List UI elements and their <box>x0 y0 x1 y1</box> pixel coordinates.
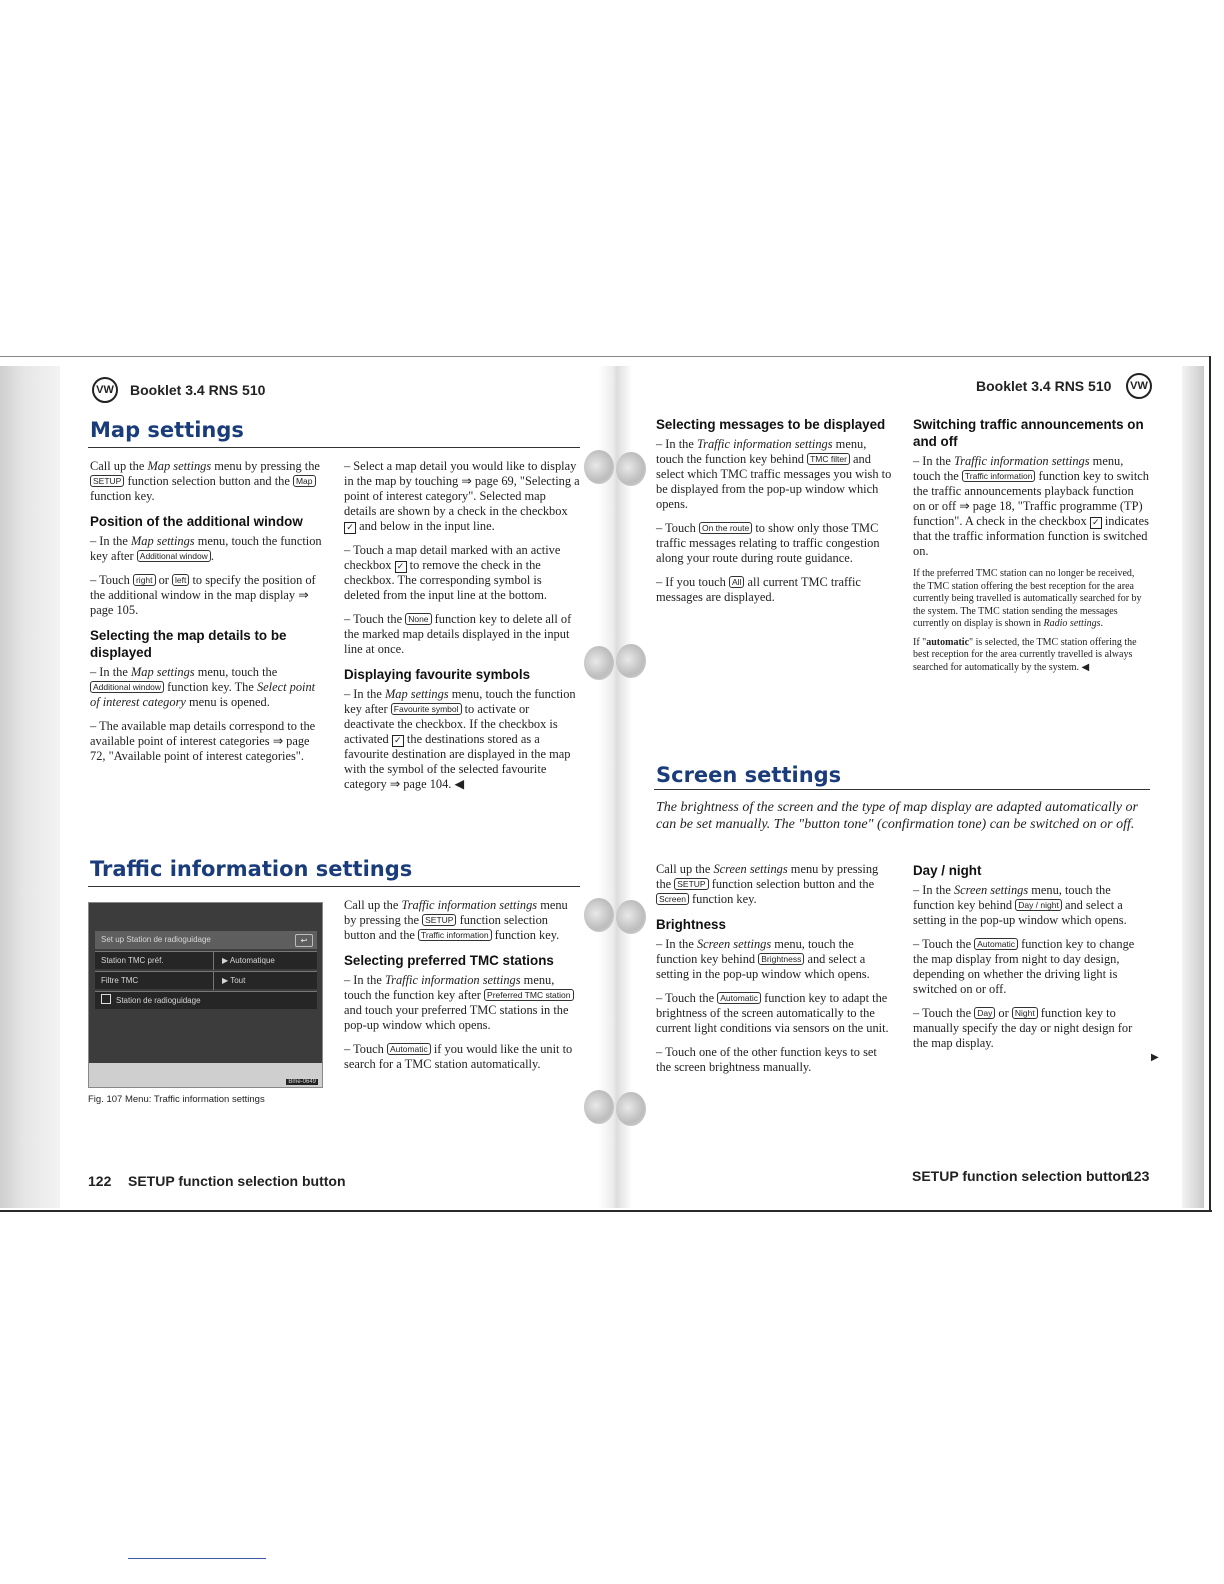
decorative-underline <box>128 1558 266 1559</box>
preferred-stations-heading: Selecting preferred TMC stations <box>344 953 554 968</box>
map-details-step-1: – In the Map settings menu, touch the Additional window function key. The Select point of interest category menu is opened. <box>90 665 316 709</box>
setup-key[interactable]: SETUP <box>674 878 708 890</box>
binding-ring <box>616 1092 646 1126</box>
day-night-key[interactable]: Day / night <box>1015 899 1062 911</box>
right-page-number: 123 <box>1126 1168 1150 1184</box>
day-night-heading: Day / night <box>913 863 982 878</box>
continue-arrow-icon: ▶ <box>1151 1052 1159 1063</box>
announcements-step: – In the Traffic information settings menu, touch the Traffic information function key to switch the traffic announcements playback function on or off ⇒ page 18, "Traffic programme (TP) function". A check in the checkbox ✓ indicates that the traffic information function is switched on. <box>913 454 1149 558</box>
traffic-information-title: Traffic information settings <box>90 857 413 881</box>
traffic-settings-screenshot <box>88 902 323 1088</box>
map-key[interactable]: Map <box>293 475 316 487</box>
brightness-step-1: – In the Screen settings menu, touch the function key behind Brightness and select a setting in the pop-up window which opens. <box>656 937 870 981</box>
announcements-column <box>913 416 1149 680</box>
traffic-information-key[interactable]: Traffic information <box>962 470 1036 482</box>
binding-gutter <box>598 366 632 1208</box>
binding-ring <box>584 1090 614 1124</box>
right-running-header: Booklet 3.4 RNS 510 <box>976 378 1112 394</box>
right-key[interactable]: right <box>133 574 156 586</box>
binding-ring <box>616 900 646 934</box>
map-detail-step-select: – Select a map detail you would like to display in the map by touching ⇒ page 69, "Selecting a point of interest category". Selected map details are shown by a check in the checkbox ✓ and below in the input line. <box>344 459 580 533</box>
none-key[interactable]: None <box>405 613 431 625</box>
favourite-symbols-step: – In the Map settings menu, touch the function key after Favourite symbol to activate or deactivate the checkbox. If the checkbox is activated ✓ the destinations stored as a favourite destination are displayed in the map with the symbol of the selected favourite category ⇒ page 104. ◀ <box>344 687 576 791</box>
automatic-note: If "automatic" is selected, the TMC station offering the best reception for the area currently travelled is always searched for automatically by the system. ◀ <box>913 636 1137 673</box>
additional-window-key[interactable]: Additional window <box>137 550 211 562</box>
binding-ring <box>584 450 614 484</box>
tmc-filter-key[interactable]: TMC filter <box>807 453 850 465</box>
brightness-step-2: – Touch the Automatic function key to adapt the brightness of the screen automatically to the current light conditions via sensors on the unit. <box>656 991 889 1035</box>
position-step-2: – Touch right or left to specify the position of the additional window in the map display ⇒ page 105. <box>90 573 316 617</box>
checkbox-empty-icon <box>101 994 111 1004</box>
messages-column <box>656 416 892 614</box>
section-rule <box>88 886 580 887</box>
binding-ring <box>616 644 646 678</box>
favourite-symbol-key[interactable]: Favourite symbol <box>391 703 462 715</box>
map-settings-column-1 <box>90 459 326 773</box>
screenshot-row-traffic-station: Station de radioguidage <box>95 991 317 1009</box>
binding-ring <box>584 898 614 932</box>
day-night-column <box>913 862 1149 1060</box>
favourite-symbols-heading: Displaying favourite symbols <box>344 667 531 682</box>
checkbox-checked-icon: ✓ <box>1090 517 1102 529</box>
back-arrow-icon: ↩ <box>295 934 313 947</box>
brightness-key[interactable]: Brightness <box>758 953 804 965</box>
figure-caption: Fig. 107 Menu: Traffic information settings <box>88 1094 265 1105</box>
setup-key[interactable]: SETUP <box>90 475 124 487</box>
automatic-key[interactable]: Automatic <box>387 1043 431 1055</box>
binding-ring <box>616 452 646 486</box>
position-heading: Position of the additional window <box>90 514 303 529</box>
right-footer-title: SETUP function selection button <box>912 1168 1130 1184</box>
night-key[interactable]: Night <box>1012 1007 1038 1019</box>
left-running-header: Booklet 3.4 RNS 510 <box>130 382 266 398</box>
screen-settings-intro: The brightness of the screen and the type of map display are adapted automatically or can be set manually. The "button tone" (confirmation tone) can be switched on or off. <box>656 800 1138 832</box>
traffic-intro-paragraph: Call up the Traffic information settings menu by pressing the SETUP function selection button and the Traffic information function key. <box>344 898 568 942</box>
map-detail-step-none: – Touch the None function key to delete all of the marked map details displayed in the input line at once. <box>344 612 572 656</box>
preferred-stations-step-2: – Touch Automatic if you would like the unit to search for a TMC station automatically. <box>344 1042 573 1071</box>
scan-right-rule <box>1209 356 1211 1212</box>
scan-top-rule <box>0 356 1210 357</box>
screen-settings-title: Screen settings <box>656 763 842 787</box>
preferred-station-note: If the preferred TMC station can no longer be received, the TMC station offering the best reception for the area currently being travelled is automatically searched for by the system. The TMC station sending the messages currently on display is shown in Radio settings. <box>913 568 1142 629</box>
position-step-1: – In the Map settings menu, touch the function key after Additional window . <box>90 534 322 563</box>
left-page-number: 122 <box>88 1173 112 1189</box>
day-night-step-3: – Touch the Day or Night function key to manually specify the day or night design for the map display. <box>913 1006 1133 1050</box>
section-rule <box>88 447 580 448</box>
switching-announcements-heading: Switching traffic announcements on and off <box>913 417 1144 449</box>
automatic-key[interactable]: Automatic <box>717 992 761 1004</box>
map-intro-paragraph: Call up the Map settings menu by pressing the SETUP function selection button and the Map function key. <box>90 459 320 503</box>
all-key[interactable]: All <box>729 576 744 588</box>
traffic-settings-column <box>344 898 580 1081</box>
screen-intro-paragraph: Call up the Screen settings menu by pressing the SETUP function selection button and the Screen function key. <box>656 862 879 906</box>
map-details-heading: Selecting the map details to be displayed <box>90 628 287 660</box>
preferred-tmc-station-key[interactable]: Preferred TMC station <box>484 989 573 1001</box>
automatic-key[interactable]: Automatic <box>974 938 1018 950</box>
figure-code: Bme-0649 <box>288 1079 316 1085</box>
setup-key[interactable]: SETUP <box>422 914 456 926</box>
selecting-messages-heading: Selecting messages to be displayed <box>656 417 886 432</box>
map-settings-column-2 <box>344 459 580 801</box>
brightness-column <box>656 862 892 1084</box>
map-details-step-2: – The available map details correspond to the available point of interest categories ⇒ page 72, "Available point of interest categories". <box>90 719 316 763</box>
preferred-stations-step-1: – In the Traffic information settings menu, touch the function key after Preferred TMC station and touch your preferred TMC stations in the pop-up window which opens. <box>344 973 580 1033</box>
screen-key[interactable]: Screen <box>656 893 689 905</box>
map-settings-title: Map settings <box>90 418 244 442</box>
traffic-information-key[interactable]: Traffic information <box>418 929 492 941</box>
brightness-step-3: – Touch one of the other function keys to set the screen brightness manually. <box>656 1045 877 1074</box>
on-the-route-key[interactable]: On the route <box>699 522 752 534</box>
page-edge-right <box>1182 366 1204 1208</box>
brightness-heading: Brightness <box>656 917 726 932</box>
additional-window-key[interactable]: Additional window <box>90 681 164 693</box>
left-footer-title: SETUP function selection button <box>128 1173 346 1189</box>
vw-logo-icon: VW <box>92 377 118 403</box>
checkbox-checked-icon: ✓ <box>392 735 404 747</box>
messages-step-3: – If you touch All all current TMC traffic messages are displayed. <box>656 575 861 604</box>
vw-logo-icon: VW <box>1126 373 1152 399</box>
screenshot-row-preferred-station: Station TMC préf. ▶ Automatique <box>95 951 317 969</box>
left-key[interactable]: left <box>172 574 189 586</box>
scan-bottom-rule <box>0 1210 1212 1212</box>
map-detail-step-remove: – Touch a map detail marked with an active checkbox ✓ to remove the check in the checkbox. The corresponding symbol is deleted from the input line at the bottom. <box>344 543 561 602</box>
messages-step-1: – In the Traffic information settings menu, touch the function key behind TMC filter and select which TMC traffic messages you wish to be displayed from the pop-up window which opens. <box>656 437 892 511</box>
day-key[interactable]: Day <box>974 1007 995 1019</box>
section-rule <box>654 789 1150 790</box>
day-night-step-1: – In the Screen settings menu, touch the function key behind Day / night and select a setting in the pop-up window which opens. <box>913 883 1127 927</box>
screenshot-row-tmc-filter: Filtre TMC ▶ Tout <box>95 971 317 989</box>
page-edge-left <box>0 366 60 1208</box>
binding-ring <box>584 646 614 680</box>
day-night-step-2: – Touch the Automatic function key to change the map display from night to day design, depending on whether the driving light is switched on or off. <box>913 937 1135 996</box>
checkbox-checked-icon: ✓ <box>395 561 407 573</box>
checkbox-checked-icon: ✓ <box>344 522 356 534</box>
messages-step-2: – Touch On the route to show only those TMC traffic messages relating to traffic congestion along your route during route guidance. <box>656 521 880 565</box>
screenshot-title-bar: Set up Station de radioguidage ↩ <box>95 931 317 949</box>
